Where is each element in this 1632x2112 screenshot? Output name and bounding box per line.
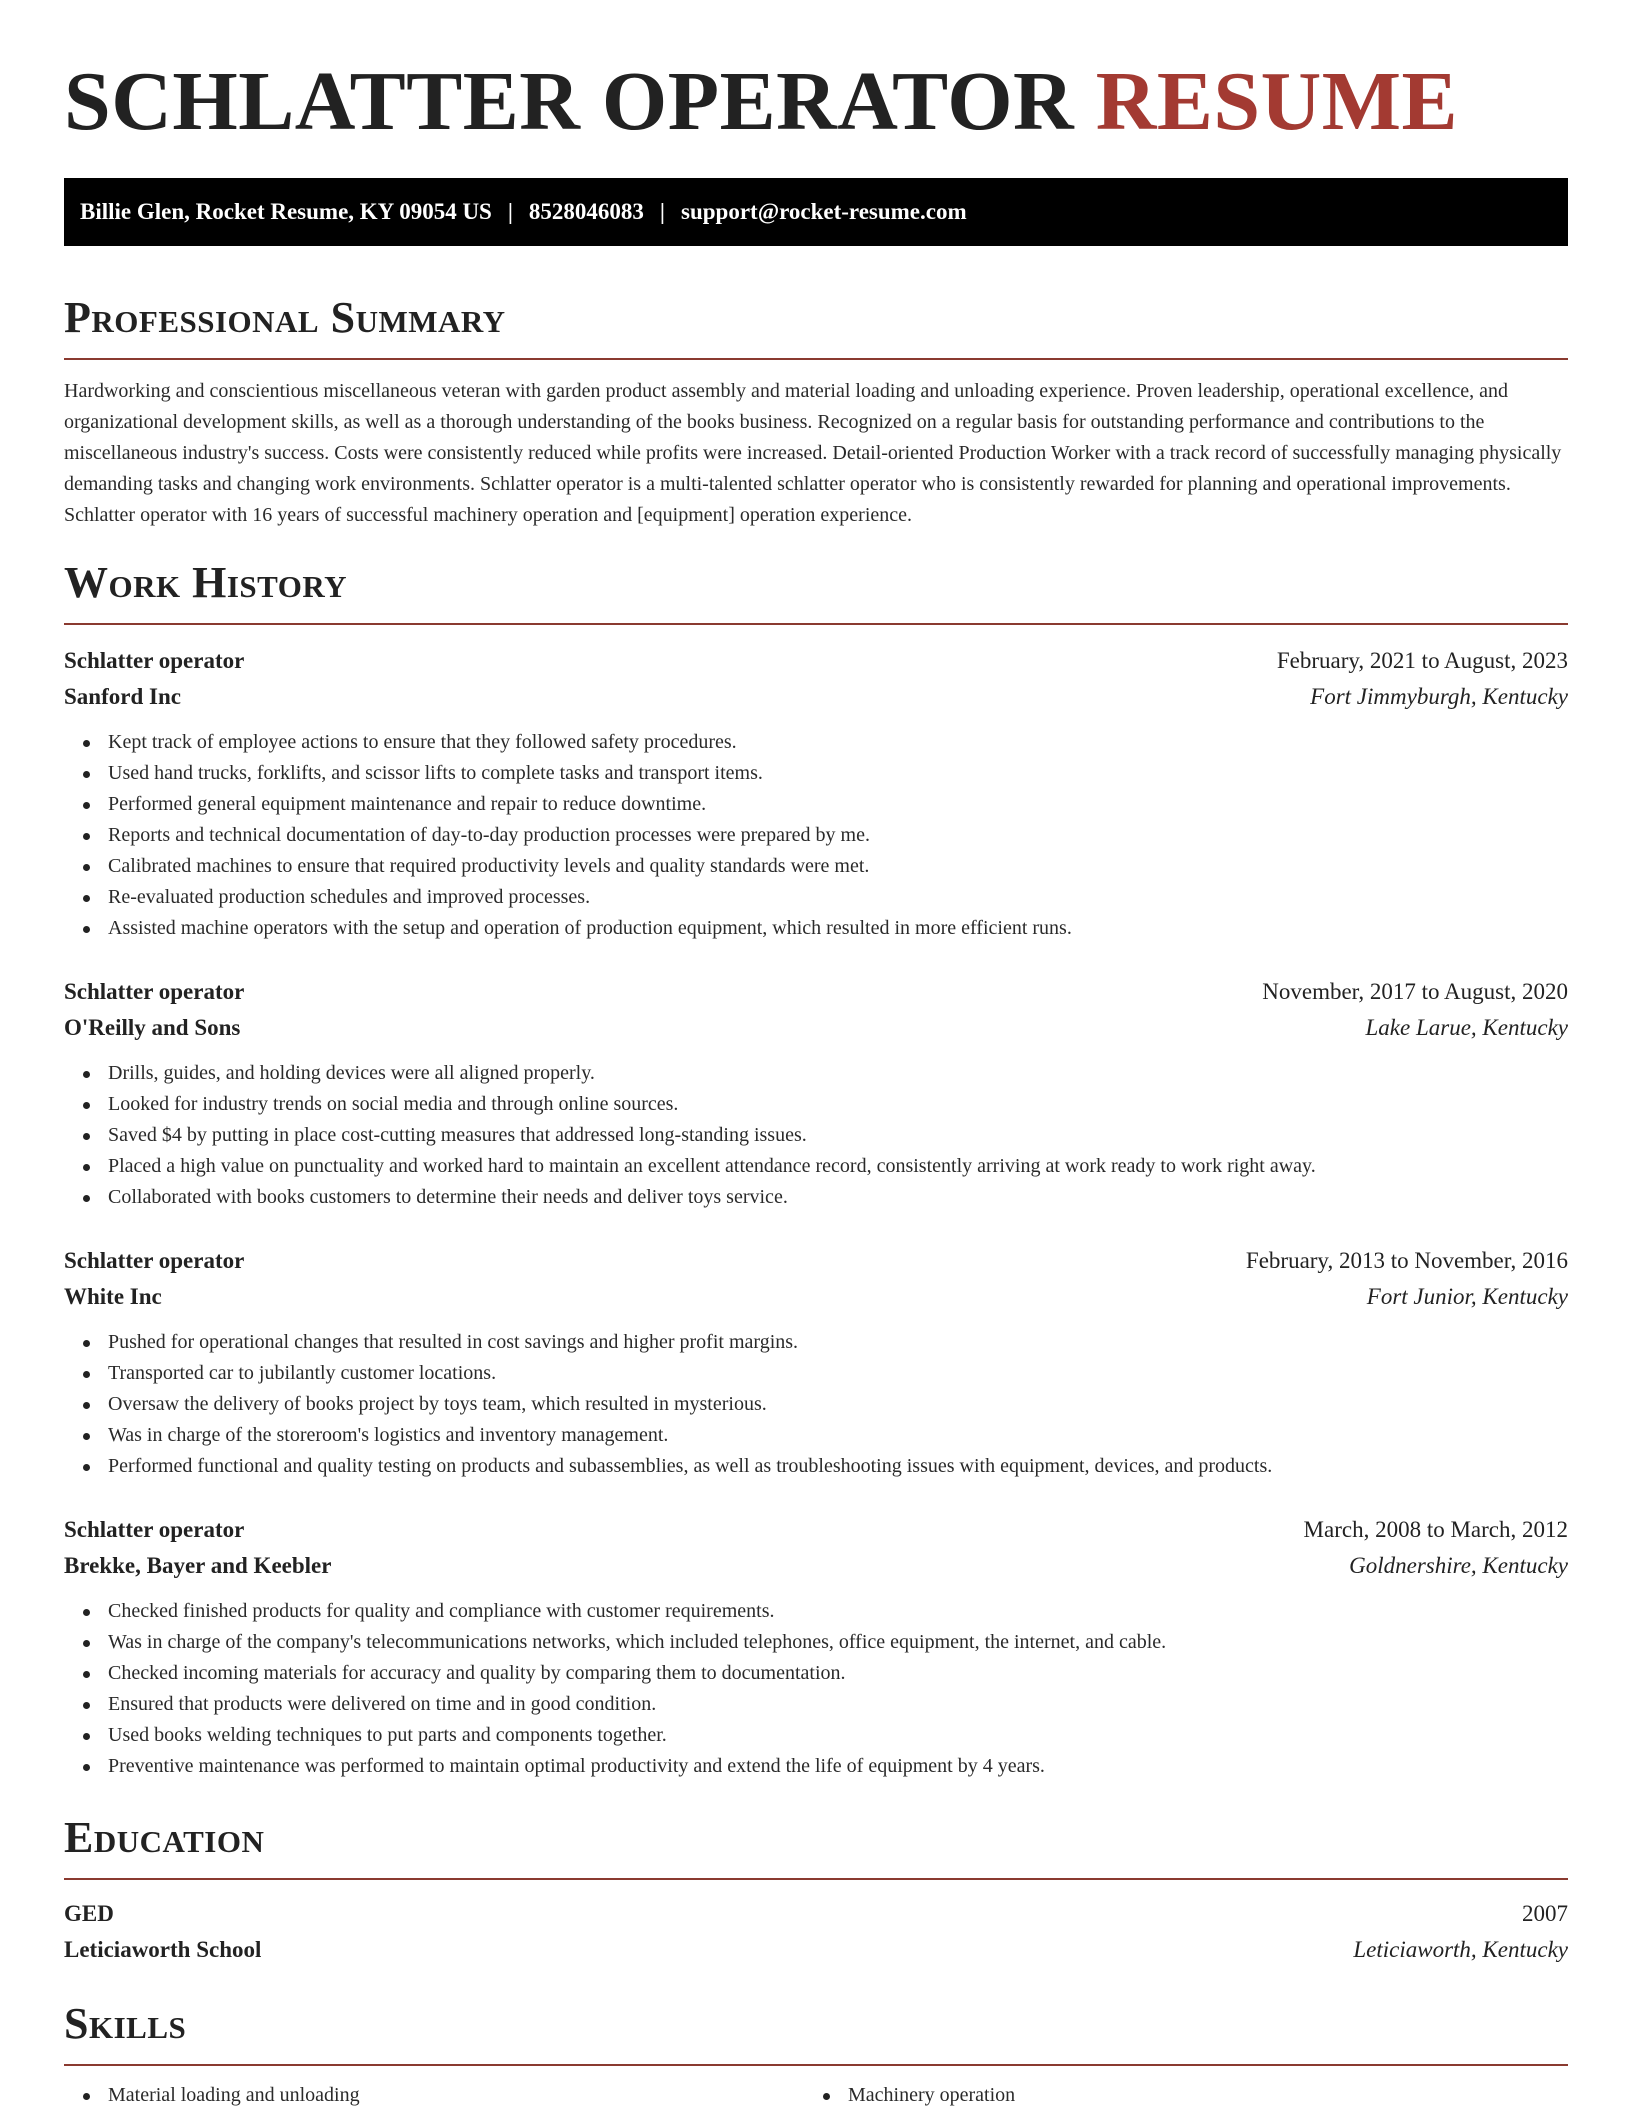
job-header-row — [64, 643, 1568, 679]
job-dates: February, 2013 to November, 2016 — [1245, 1248, 1568, 1273]
job-title: Schlatter operator — [64, 1248, 245, 1273]
job-bullet: Preventive maintenance was performed to maintain optimal productivity and extend the life of equipment by 4 years. — [108, 1751, 1568, 1782]
skills-grid — [64, 2080, 1568, 2111]
skills-column-left — [64, 2080, 804, 2111]
skill-item: Machinery operation — [848, 2080, 1544, 2111]
education-location: Leticiaworth, Kentucky — [1353, 1937, 1568, 1962]
job-company: O'Reilly and Sons — [64, 1015, 241, 1040]
education-heading: Education — [64, 1810, 1568, 1880]
job-bullet: Assisted machine operators with the setup and operation of production equipment, which resulted in more efficient runs. — [108, 913, 1568, 944]
job-bullet: Performed functional and quality testing on products and subassemblies, as well as troubleshooting issues with equipment, devices, and products. — [108, 1451, 1568, 1482]
education-entry — [64, 1896, 1568, 1968]
education-row-1 — [64, 1896, 1568, 1932]
job-bullet: Performed general equipment maintenance and repair to reduce downtime. — [108, 789, 1568, 820]
job-location: Fort Junior, Kentucky — [1366, 1284, 1568, 1309]
job-company-row — [64, 1548, 1568, 1584]
job-bullet: Transported car to jubilantly customer locations. — [108, 1358, 1568, 1389]
skill-item: Material loading and unloading — [108, 2080, 804, 2111]
job-dates: March, 2008 to March, 2012 — [1303, 1517, 1568, 1542]
job-entry — [64, 643, 1568, 944]
contact-bar — [64, 178, 1568, 246]
contact-phone: 8528046083 — [528, 199, 644, 224]
job-bullet: Used books welding techniques to put parts and components together. — [108, 1720, 1568, 1751]
job-bullet: Drills, guides, and holding devices were all aligned properly. — [108, 1058, 1568, 1089]
job-dates: February, 2021 to August, 2023 — [1276, 648, 1568, 673]
job-bullet: Reports and technical documentation of day-to-day production processes were prepared by me. — [108, 820, 1568, 851]
job-bullet: Re-evaluated production schedules and improved processes. — [108, 882, 1568, 913]
job-bullet: Was in charge of the storeroom's logistics and inventory management. — [108, 1420, 1568, 1451]
contact-separator: | — [659, 199, 665, 224]
job-bullet: Was in charge of the company's telecommunications networks, which included telephones, office equipment, the internet, and cable. — [108, 1627, 1568, 1658]
job-title: Schlatter operator — [64, 1517, 245, 1542]
job-company: Sanford Inc — [64, 684, 181, 709]
job-bullet: Checked incoming materials for accuracy and quality by comparing them to documentation. — [108, 1658, 1568, 1689]
job-bullet-list — [64, 727, 1568, 944]
job-title: Schlatter operator — [64, 979, 245, 1004]
job-entry — [64, 1512, 1568, 1782]
job-company-row — [64, 1279, 1568, 1315]
summary-heading: Professional Summary — [64, 290, 1568, 360]
job-bullet: Oversaw the delivery of books project by toys team, which resulted in mysterious. — [108, 1389, 1568, 1420]
title-accent: RESUME — [1095, 55, 1459, 148]
education-school: Leticiaworth School — [64, 1937, 262, 1962]
job-title: Schlatter operator — [64, 648, 245, 673]
title-main: SCHLATTER OPERATOR — [64, 55, 1075, 148]
summary-text: Hardworking and conscientious miscellaneous veteran with garden product assembly and material loading and unloading experience. Proven leadership, operational excellence, and organizational development skills, as well as a thorough understanding of the books business. Recognized on a regular basis for outstanding performance and contributions to the miscellaneous industry's success. Costs were consistently reduced while profits were increased. Detail-oriented Production Worker with a track record of successfully managing physically demanding tasks and changing work environments. Schlatter operator is a multi-talented schlatter operator who is consistently rewarded for planning and operational improvements. Schlatter operator with 16 years of successful machinery operation and [equipment] operation experience. — [64, 380, 1562, 526]
job-header-row — [64, 1243, 1568, 1279]
work-history-heading: Work History — [64, 555, 1568, 625]
job-list — [64, 643, 1568, 1782]
job-bullet: Used hand trucks, forklifts, and scissor lifts to complete tasks and transport items. — [108, 758, 1568, 789]
education-degree: GED — [64, 1901, 114, 1926]
job-bullet: Placed a high value on punctuality and worked hard to maintain an excellent attendance record, consistently arriving at work ready to work right away. — [108, 1151, 1568, 1182]
job-header-row — [64, 974, 1568, 1010]
job-header-row — [64, 1512, 1568, 1548]
job-bullet: Checked finished products for quality and compliance with customer requirements. — [108, 1596, 1568, 1627]
job-bullet: Pushed for operational changes that resulted in cost savings and higher profit margins. — [108, 1327, 1568, 1358]
job-bullet: Ensured that products were delivered on time and in good condition. — [108, 1689, 1568, 1720]
job-bullet: Saved $4 by putting in place cost-cutting measures that addressed long-standing issues. — [108, 1120, 1568, 1151]
contact-email: support@rocket-resume.com — [681, 199, 967, 224]
job-company-row — [64, 679, 1568, 715]
resume-title — [64, 0, 1568, 152]
job-bullet: Looked for industry trends on social media and through online sources. — [108, 1089, 1568, 1120]
contact-separator: | — [507, 199, 513, 224]
job-company: Brekke, Bayer and Keebler — [64, 1553, 332, 1578]
education-year: 2007 — [1522, 1901, 1568, 1926]
contact-address: Billie Glen, Rocket Resume, KY 09054 US — [80, 199, 492, 224]
job-dates: November, 2017 to August, 2020 — [1262, 979, 1568, 1004]
skills-heading: Skills — [64, 1996, 1568, 2066]
job-location: Fort Jimmyburgh, Kentucky — [1310, 684, 1568, 709]
job-company-row — [64, 1010, 1568, 1046]
job-bullet-list — [64, 1596, 1568, 1782]
job-bullet: Collaborated with books customers to determine their needs and deliver toys service. — [108, 1182, 1568, 1213]
skills-column-right — [804, 2080, 1544, 2111]
job-bullet-list — [64, 1058, 1568, 1213]
job-bullet: Calibrated machines to ensure that required productivity levels and quality standards were met. — [108, 851, 1568, 882]
job-location: Goldnershire, Kentucky — [1349, 1553, 1568, 1578]
education-row-2 — [64, 1932, 1568, 1968]
job-entry — [64, 974, 1568, 1213]
job-company: White Inc — [64, 1284, 162, 1309]
job-location: Lake Larue, Kentucky — [1365, 1015, 1568, 1040]
job-bullet: Kept track of employee actions to ensure that they followed safety procedures. — [108, 727, 1568, 758]
job-entry — [64, 1243, 1568, 1482]
job-bullet-list — [64, 1327, 1568, 1482]
